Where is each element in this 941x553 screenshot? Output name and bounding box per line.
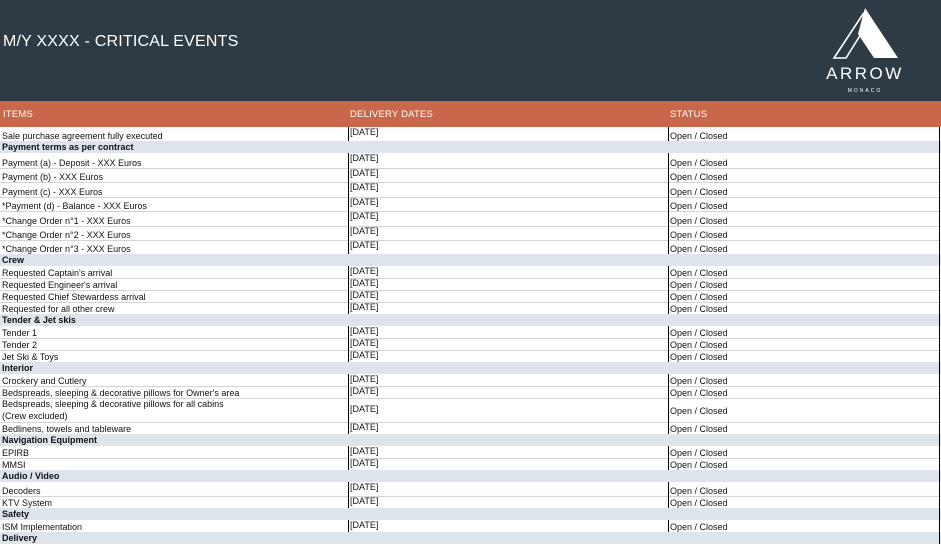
status-cell[interactable]: Open / Closed bbox=[670, 406, 728, 416]
status-cell[interactable]: Open / Closed bbox=[670, 131, 728, 141]
column-divider bbox=[668, 446, 669, 458]
column-divider bbox=[348, 374, 349, 386]
item-cell[interactable]: Bedspreads, sleeping & decorative pillows for Owner's area bbox=[2, 388, 240, 398]
column-divider bbox=[348, 153, 349, 168]
column-divider bbox=[348, 226, 349, 240]
table-row bbox=[0, 153, 941, 169]
item-cell[interactable]: Tender 1 bbox=[2, 328, 38, 338]
column-divider bbox=[668, 386, 669, 398]
item-cell[interactable]: Sale purchase agreement fully executed bbox=[2, 131, 163, 141]
table-row bbox=[0, 127, 941, 142]
column-divider bbox=[668, 211, 669, 226]
table-row bbox=[0, 482, 941, 497]
section-header-row bbox=[0, 470, 941, 482]
column-divider bbox=[668, 197, 669, 211]
column-divider bbox=[668, 422, 669, 434]
delivery-date-cell[interactable]: [DATE] bbox=[350, 168, 379, 178]
column-divider bbox=[348, 482, 349, 496]
column-divider bbox=[348, 266, 349, 278]
delivery-date-cell[interactable]: [DATE] bbox=[350, 197, 379, 207]
status-cell[interactable]: Open / Closed bbox=[670, 304, 728, 314]
column-divider bbox=[348, 422, 349, 434]
column-divider bbox=[348, 302, 349, 314]
status-cell[interactable]: Open / Closed bbox=[670, 522, 728, 532]
item-cell[interactable]: Payment (a) - Deposit - XXX Euros bbox=[2, 158, 142, 168]
column-header-row bbox=[0, 101, 941, 127]
delivery-date-cell[interactable]: [DATE] bbox=[350, 446, 379, 456]
column-divider bbox=[668, 240, 669, 254]
column-divider bbox=[348, 520, 349, 532]
column-divider bbox=[668, 226, 669, 240]
item-cell[interactable]: Requested Engineer's arrival bbox=[2, 280, 118, 290]
item-cell-line2[interactable]: (Crew excluded) bbox=[2, 411, 68, 421]
column-divider bbox=[668, 520, 669, 532]
column-divider bbox=[668, 182, 669, 197]
item-cell[interactable]: Decoders bbox=[2, 486, 41, 496]
column-divider bbox=[668, 168, 669, 182]
status-cell[interactable]: Open / Closed bbox=[670, 158, 728, 168]
column-divider bbox=[668, 278, 669, 290]
status-cell[interactable]: Open / Closed bbox=[670, 230, 728, 240]
status-cell[interactable]: Open / Closed bbox=[670, 216, 728, 226]
column-divider bbox=[348, 197, 349, 211]
item-cell[interactable]: Crockery and Cutlery bbox=[2, 376, 87, 386]
logo-wordmark: ARROW bbox=[826, 64, 904, 83]
column-header-items[interactable]: ITEMS bbox=[3, 109, 34, 120]
column-divider bbox=[348, 338, 349, 350]
delivery-date-cell[interactable]: [DATE] bbox=[350, 326, 379, 336]
item-cell[interactable]: *Change Order n°3 - XXX Euros bbox=[2, 244, 131, 254]
column-divider bbox=[668, 302, 669, 314]
delivery-date-cell[interactable]: [DATE] bbox=[350, 350, 379, 360]
column-divider bbox=[348, 446, 349, 458]
column-divider bbox=[668, 266, 669, 278]
table-row bbox=[0, 240, 941, 255]
section-label: Navigation Equipment bbox=[2, 435, 98, 445]
column-divider bbox=[668, 398, 669, 422]
column-divider bbox=[348, 182, 349, 197]
column-divider bbox=[668, 482, 669, 496]
section-label: Crew bbox=[2, 255, 25, 265]
column-divider bbox=[348, 127, 349, 141]
column-divider bbox=[668, 290, 669, 302]
delivery-date-cell[interactable]: [DATE] bbox=[350, 266, 379, 276]
section-label: Interior bbox=[2, 363, 34, 373]
column-divider bbox=[348, 168, 349, 182]
table-row bbox=[0, 182, 941, 198]
section-label: Delivery bbox=[2, 533, 38, 543]
column-divider bbox=[348, 290, 349, 302]
section-header-row bbox=[0, 254, 941, 266]
delivery-date-cell[interactable]: [DATE] bbox=[350, 458, 379, 468]
status-cell[interactable]: Open / Closed bbox=[670, 187, 728, 197]
column-divider bbox=[348, 398, 349, 422]
page-title: M/Y XXXX - CRITICAL EVENTS bbox=[3, 33, 239, 50]
item-cell[interactable]: *Change Order n°1 - XXX Euros bbox=[2, 216, 131, 226]
status-cell[interactable]: Open / Closed bbox=[670, 340, 728, 350]
item-cell[interactable]: Payment (c) - XXX Euros bbox=[2, 187, 103, 197]
status-cell[interactable]: Open / Closed bbox=[670, 424, 728, 434]
delivery-date-cell[interactable]: [DATE] bbox=[350, 302, 379, 312]
delivery-date-cell[interactable]: [DATE] bbox=[350, 211, 379, 221]
section-label: Safety bbox=[2, 509, 30, 519]
item-cell[interactable]: EPIRB bbox=[2, 448, 30, 458]
status-cell[interactable]: Open / Closed bbox=[670, 280, 728, 290]
column-divider bbox=[348, 350, 349, 362]
status-cell[interactable]: Open / Closed bbox=[670, 172, 728, 182]
status-cell[interactable]: Open / Closed bbox=[670, 486, 728, 496]
status-cell[interactable]: Open / Closed bbox=[670, 460, 728, 470]
section-label: Payment terms as per contract bbox=[2, 142, 134, 152]
status-cell[interactable]: Open / Closed bbox=[670, 498, 728, 508]
delivery-date-cell[interactable]: [DATE] bbox=[350, 127, 379, 137]
arrow-logo bbox=[812, 6, 918, 98]
column-divider bbox=[668, 458, 669, 470]
column-divider bbox=[348, 496, 349, 508]
status-cell[interactable]: Open / Closed bbox=[670, 244, 728, 254]
section-header-row bbox=[0, 508, 941, 520]
delivery-date-cell[interactable]: [DATE] bbox=[350, 338, 379, 348]
column-divider bbox=[348, 326, 349, 338]
item-cell[interactable]: Requested Chief Stewardess arrival bbox=[2, 292, 146, 302]
item-cell[interactable]: Payment (b) - XXX Euros bbox=[2, 172, 104, 182]
delivery-date-cell[interactable]: [DATE] bbox=[350, 386, 379, 396]
item-cell[interactable]: ISM Implementation bbox=[2, 522, 83, 532]
status-cell[interactable]: Open / Closed bbox=[670, 201, 728, 211]
delivery-date-cell[interactable]: [DATE] bbox=[350, 278, 379, 288]
delivery-date-cell[interactable]: [DATE] bbox=[350, 240, 379, 250]
column-divider bbox=[348, 458, 349, 470]
header-band bbox=[0, 0, 941, 101]
section-header-row bbox=[0, 362, 941, 374]
delivery-date-cell[interactable]: [DATE] bbox=[350, 404, 379, 414]
status-cell[interactable]: Open / Closed bbox=[670, 268, 728, 278]
column-header-status[interactable]: STATUS bbox=[670, 109, 708, 120]
column-divider bbox=[348, 211, 349, 226]
delivery-date-cell[interactable]: [DATE] bbox=[350, 374, 379, 384]
section-label: Tender & Jet skis bbox=[2, 315, 76, 325]
item-cell[interactable]: *Change Order n°2 - XXX Euros bbox=[2, 230, 131, 240]
status-cell[interactable]: Open / Closed bbox=[670, 376, 728, 386]
column-divider bbox=[668, 496, 669, 508]
table-row bbox=[0, 197, 941, 212]
status-cell[interactable]: Open / Closed bbox=[670, 352, 728, 362]
delivery-date-cell[interactable]: [DATE] bbox=[350, 182, 379, 192]
column-divider bbox=[668, 326, 669, 338]
item-cell[interactable]: KTV System bbox=[2, 498, 53, 508]
section-label: Audio / Video bbox=[2, 471, 60, 481]
column-header-delivery-dates[interactable]: DELIVERY DATES bbox=[350, 109, 434, 120]
column-divider bbox=[668, 338, 669, 350]
item-cell[interactable]: Bedspreads, sleeping & decorative pillows for all cabins bbox=[2, 399, 224, 409]
arrow-logo-icon bbox=[812, 6, 918, 64]
item-cell[interactable]: Tender 2 bbox=[2, 340, 38, 350]
delivery-date-cell[interactable]: [DATE] bbox=[350, 496, 379, 506]
delivery-date-cell[interactable]: [DATE] bbox=[350, 153, 379, 163]
item-cell[interactable]: MMSI bbox=[2, 460, 26, 470]
delivery-date-cell[interactable]: [DATE] bbox=[350, 520, 379, 530]
table-row bbox=[0, 211, 941, 227]
status-cell[interactable]: Open / Closed bbox=[670, 328, 728, 338]
section-header-row bbox=[0, 434, 941, 446]
table-row bbox=[0, 226, 941, 241]
delivery-date-cell[interactable]: [DATE] bbox=[350, 422, 379, 432]
column-divider bbox=[668, 153, 669, 168]
item-cell[interactable]: Requested Captain's arrival bbox=[2, 268, 113, 278]
column-divider bbox=[348, 278, 349, 290]
delivery-date-cell[interactable]: [DATE] bbox=[350, 290, 379, 300]
table-right-border bbox=[939, 127, 940, 544]
table-row bbox=[0, 168, 941, 183]
logo-subtitle: MONACO bbox=[847, 88, 883, 94]
table-row bbox=[0, 398, 941, 423]
status-cell[interactable]: Open / Closed bbox=[670, 292, 728, 302]
delivery-date-cell[interactable]: [DATE] bbox=[350, 226, 379, 236]
column-divider bbox=[668, 350, 669, 362]
item-cell[interactable]: Requested for all other crew bbox=[2, 304, 115, 314]
column-divider bbox=[348, 240, 349, 254]
section-header-row bbox=[0, 314, 941, 326]
column-divider bbox=[668, 374, 669, 386]
status-cell[interactable]: Open / Closed bbox=[670, 448, 728, 458]
status-cell[interactable]: Open / Closed bbox=[670, 388, 728, 398]
section-header-row bbox=[0, 532, 941, 544]
delivery-date-cell[interactable]: [DATE] bbox=[350, 482, 379, 492]
item-cell[interactable]: Jet Ski & Toys bbox=[2, 352, 59, 362]
item-cell[interactable]: Bedlinens, towels and tableware bbox=[2, 424, 132, 434]
section-header-row bbox=[0, 141, 941, 153]
column-divider bbox=[668, 127, 669, 141]
item-cell[interactable]: *Payment (d) - Balance - XXX Euros bbox=[2, 201, 148, 211]
column-divider bbox=[348, 386, 349, 398]
